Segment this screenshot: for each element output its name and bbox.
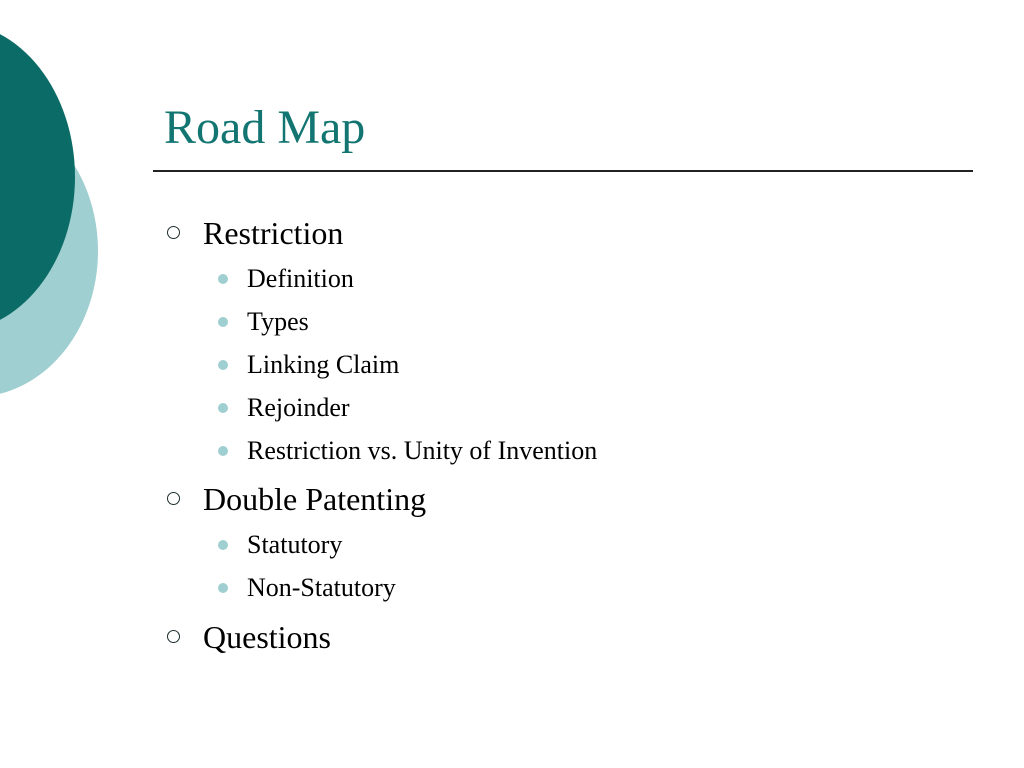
outline-item-label: Restriction — [203, 215, 344, 251]
hollow-circle-bullet-icon — [167, 226, 180, 239]
outline-subitem-label: Types — [247, 307, 309, 336]
filled-dot-bullet-icon — [218, 446, 228, 456]
outline-item-label: Questions — [203, 619, 331, 655]
outline-item-label: Double Patenting — [203, 481, 427, 517]
hollow-circle-bullet-icon — [167, 630, 180, 643]
outline-subitem-label: Non-Statutory — [247, 573, 396, 602]
hollow-circle-bullet-icon — [167, 492, 180, 505]
filled-dot-bullet-icon — [218, 403, 228, 413]
slide-title: Road Map — [164, 101, 366, 154]
outline-subitem-label: Restriction vs. Unity of Invention — [247, 436, 598, 465]
filled-dot-bullet-icon — [218, 274, 228, 284]
filled-dot-bullet-icon — [218, 540, 228, 550]
outline-subitem-label: Linking Claim — [247, 350, 400, 379]
outline-subitem-label: Statutory — [247, 530, 343, 559]
filled-dot-bullet-icon — [218, 583, 228, 593]
filled-dot-bullet-icon — [218, 317, 228, 327]
outline-subitem-label: Definition — [247, 264, 354, 293]
filled-dot-bullet-icon — [218, 360, 228, 370]
title-divider — [153, 170, 973, 172]
outline-subitem-label: Rejoinder — [247, 393, 350, 422]
